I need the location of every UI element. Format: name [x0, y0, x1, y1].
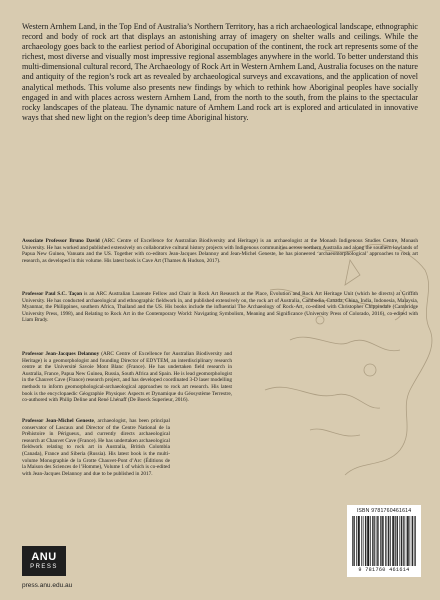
barcode-bar	[368, 516, 369, 566]
barcode-bar	[407, 516, 408, 566]
publisher-url[interactable]: press.anu.edu.au	[22, 582, 73, 589]
barcode-bar	[395, 516, 396, 566]
barcode-bar	[390, 516, 391, 566]
barcode-bar	[408, 516, 409, 566]
barcode-bar	[412, 516, 413, 566]
barcode-bar	[397, 516, 398, 566]
barcode-bar	[389, 516, 390, 566]
barcode-bar	[404, 516, 405, 566]
bio-text: , archaeologist, has been principal conservator of Lascaux and Director of the Centre National de la Préhistoire in Périgueux, and currently directs archaeological research at Chauvet Cave (France). He has undertaken archaeological fieldwork relating to rock art in Australia, British Colombia (Canada), France and Siberia (Russia). His latest book is the multi-volume Monographie de la Grotte Chauvet-Pont d’Arc (Éditions de la Maison des Sciences de l’Homme), Volume 1 of which is co-edited with Jean-Jacques Delannoy and due to be published in 2017.	[22, 418, 170, 477]
bio-jean-jacques-delannoy	[22, 351, 232, 404]
barcode-bar	[367, 516, 368, 566]
blurb-paragraph: Western Arnhem Land, in the Top End of Australia’s Northern Territory, has a rich archaeological landscape, ethnographic record and body of rock art that displays an astonishing array of imagery on shelter walls and ceilings. While the archaeology goes back to the earliest period of Aboriginal occupation of the continent, the rock art represents some of the richest, most diverse and visually most impressive regional assemblages anywhere in the world. To better understand this multi-dimensional cultural record, The Archaeology of Rock Art in Western Arnhem Land, Australia focuses on the nature and antiquity of the region’s rock art as revealed by archaeological surveys and excavations, and the application of novel analytical methods. This volume also presents new findings by which to rethink how Aboriginal peoples have socially engaged in and with places across western Arnhem Land, from the north to the south, from the plains to the spectacular rocky landscapes of the plateau. The dynamic nature of Arnhem Land rock art is explored and articulated in innovative ways that shed new light on the region’s deep time Aboriginal history.	[22, 22, 418, 122]
bio-text: (ARC Centre of Excellence for Australian Biodiversity and Heritage) is an archaeologist at the Monash Indigenous Studies Centre, Monash University. He has worked and published extensively on collaborative cultural history projects with Indigenous communities across northern Australia and along the southern lowlands of Papua New Guinea, Vanuatu and the US. Together with co-editors Jean-Jacques Delannoy and Jean-Michel Geneste, he has pioneered ‘archaeomorphological’ approaches to rock art research, as developed in this volume. His latest book is Cave Art (Thames & Hudson, 2017).	[22, 238, 418, 264]
isbn-barcode	[347, 505, 421, 577]
barcode-bar	[380, 516, 381, 566]
barcode-bar	[402, 516, 403, 566]
anu-press-logo	[22, 546, 66, 576]
barcode-bar	[356, 516, 357, 566]
barcode-bars	[352, 516, 416, 566]
barcode-bar	[415, 516, 416, 566]
barcode-bar	[353, 516, 354, 566]
bio-text: (ARC Centre of Excellence for Australian Biodiversity and Heritage) is a geomorphologist and founding Director of EDYTEM, an interdisciplinary research centre at the Université Savoie Mont Blanc (France). He has undertaken field research in Australia, France, Papua New Guinea, Russia, South Africa and Spain. He is lead geomorphologist in the Chauvet Cave (France) research project, and has developed coordinated 3-D laser modelling methods to inform geomorphological-archaeological approaches to rock art research. His latest book is the encyclopaedic Géographie Physique: Aspects et Dynamique du Géosystème Terrestre, co-authored with Philip Deline and René Lhénaff (De Boeck Superieur, 2016).	[22, 351, 232, 404]
barcode-bar	[388, 516, 389, 566]
barcode-bar	[403, 516, 404, 566]
background-map-illustration	[250, 230, 440, 480]
barcode-bar	[394, 516, 395, 566]
barcode-bar	[366, 516, 367, 566]
bio-name: Professor Paul S.C. Taçon	[22, 291, 83, 297]
logo-line-2: PRESS	[30, 564, 58, 570]
bio-name: Professor Jean-Jacques Delannoy	[22, 351, 100, 357]
barcode-bar	[374, 516, 375, 566]
bio-jean-michel-geneste	[22, 418, 170, 477]
barcode-bar	[358, 516, 359, 566]
bio-name: Associate Professor Bruno David	[22, 238, 100, 244]
barcode-bar	[397, 516, 398, 566]
barcode-bar	[412, 516, 413, 566]
isbn-label: ISBN 9781760461614	[356, 508, 412, 514]
barcode-bar	[363, 516, 364, 566]
barcode-bar	[365, 516, 366, 566]
barcode-bar	[392, 516, 393, 566]
barcode-bar	[414, 516, 415, 566]
barcode-bar	[407, 516, 408, 566]
barcode-bar	[354, 516, 355, 566]
barcode-bar	[369, 516, 370, 566]
barcode-bar	[382, 516, 383, 566]
barcode-bar	[373, 516, 374, 566]
barcode-bar	[383, 516, 384, 566]
barcode-bar	[399, 516, 400, 566]
barcode-bar	[361, 516, 362, 566]
barcode-bar	[352, 516, 353, 566]
barcode-bar	[359, 516, 360, 566]
barcode-bar	[410, 516, 411, 566]
barcode-bar	[393, 516, 394, 566]
barcode-bar	[378, 516, 379, 566]
barcode-bar	[381, 516, 382, 566]
barcode-bar	[370, 516, 371, 566]
bio-bruno-david	[22, 238, 418, 264]
bio-name: Professor Jean-Michel Geneste	[22, 418, 94, 424]
barcode-bar	[358, 516, 359, 566]
barcode-bar	[385, 516, 386, 566]
bio-text: is an ARC Australian Laureate Fellow and Chair in Rock Art Research at the Place, Evolution and Rock Art Heritage Unit (which he directs) at Griffith University. He has conducted archaeological and ethnographic fieldwork in, and published extensively on, the rock art of Australia, Cambodia, Canada, China, India, Indonesia, Malaysia, Myanmar, the Philippines, southern Africa, Thailand and the US. His books include the influential The Archaeology of Rock-Art, co-edited with Christopher Chippindale (Cambridge University Press, 1998), and Relating to Rock Art in the Contemporary World: Navigating Symbolism, Meaning and Significance (University Press of Colorado, 2016), co-edited with Liam Brady.	[22, 291, 418, 324]
barcode-bar	[372, 516, 373, 566]
barcode-bar	[377, 516, 378, 566]
barcode-bar	[387, 516, 388, 566]
barcode-bar	[376, 516, 377, 566]
barcode-bar	[401, 516, 402, 566]
logo-line-1: ANU	[31, 551, 57, 563]
isbn-digits: 9 781760 461614	[358, 567, 410, 573]
bio-paul-tacon	[22, 291, 418, 324]
